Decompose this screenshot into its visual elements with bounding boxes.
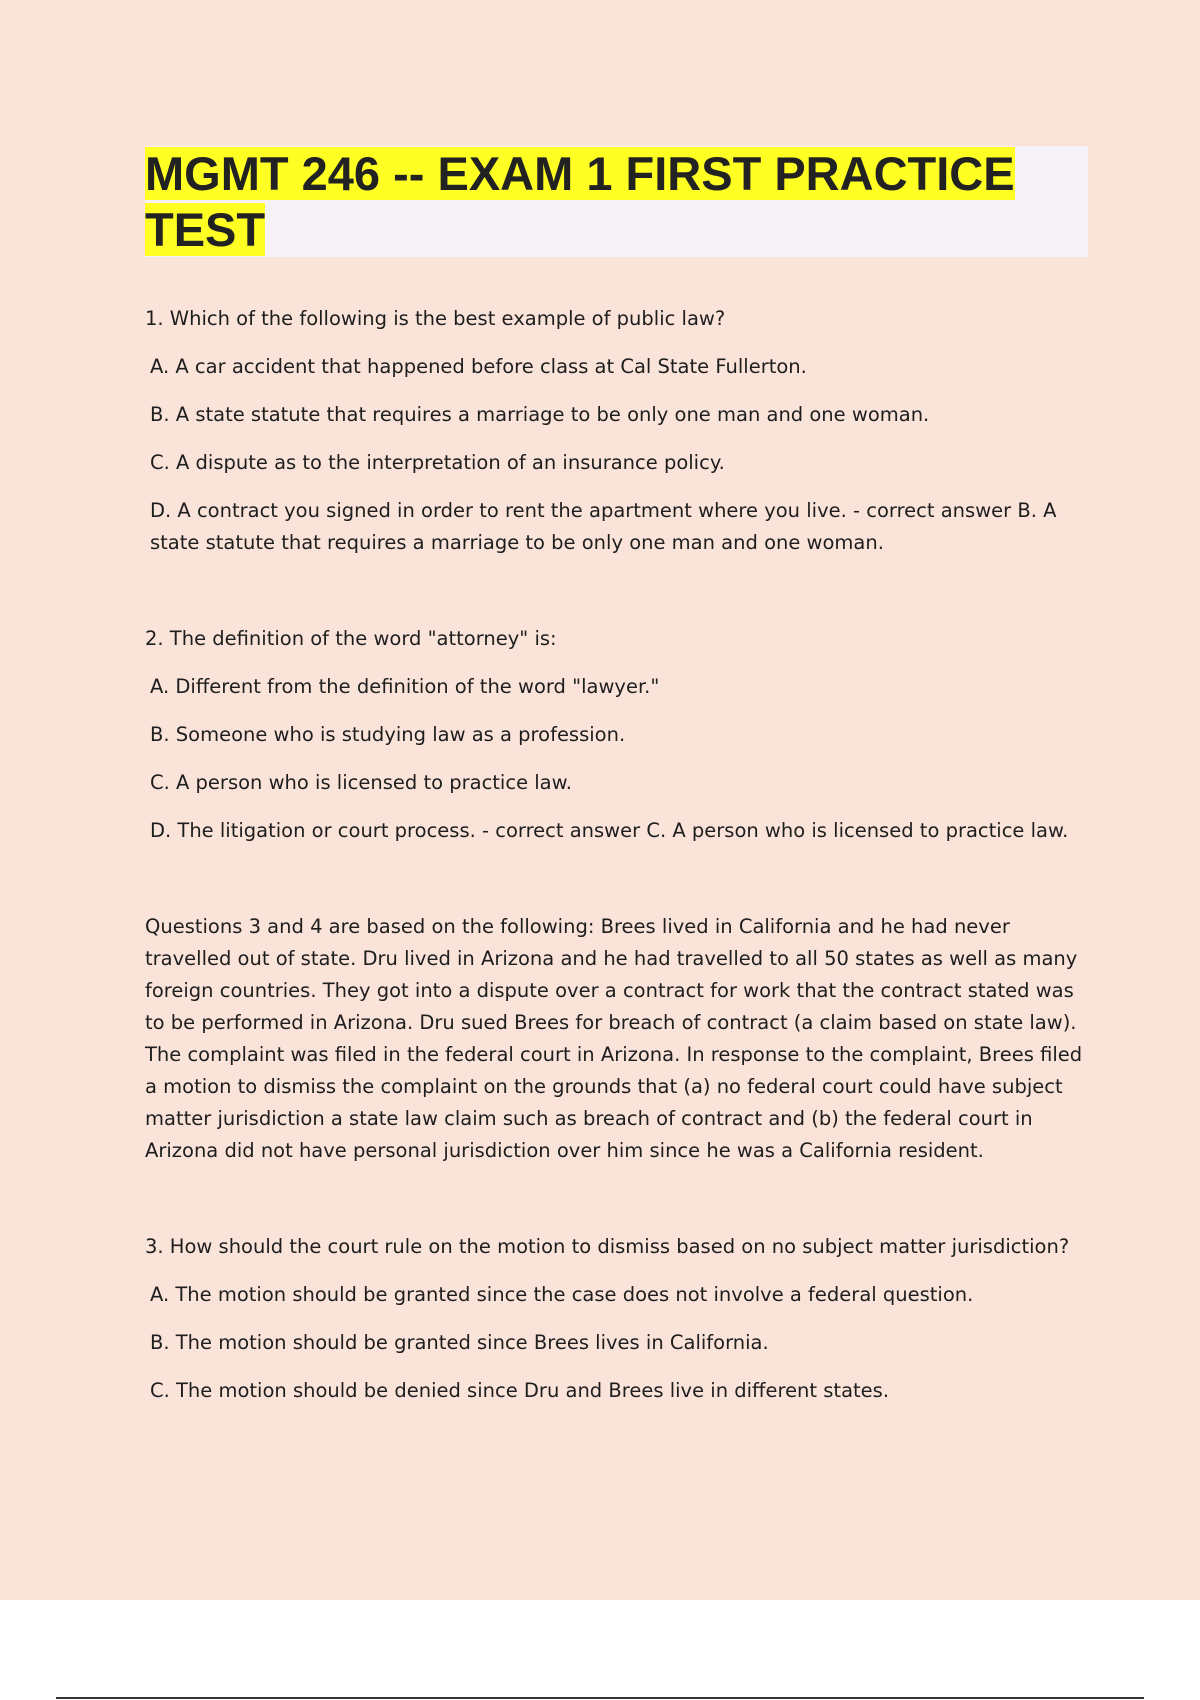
question-1-option-a: A. A car accident that happened before class at Cal State Fullerton.: [150, 355, 807, 378]
document-title: [145, 146, 1088, 258]
question-3-option-b: B. The motion should be granted since Brees lives in California.: [150, 1331, 769, 1354]
question-3-stem: 3. How should the court rule on the motion to dismiss based on no subject matter jurisdiction?: [145, 1235, 1070, 1258]
question-1-option-c: C. A dispute as to the interpretation of an insurance policy.: [150, 451, 725, 474]
question-2-option-d-answer: D. The litigation or court process. - correct answer C. A person who is licensed to practice law.: [150, 819, 1069, 842]
question-2-stem: 2. The definition of the word "attorney" is:: [145, 627, 557, 650]
question-2-option-b: B. Someone who is studying law as a profession.: [150, 723, 626, 746]
question-1: [145, 303, 1095, 559]
question-2-option-c: C. A person who is licensed to practice law.: [150, 771, 572, 794]
question-1-option-b: B. A state statute that requires a marriage to be only one man and one woman.: [150, 403, 930, 426]
question-2: [145, 623, 1095, 847]
scenario-paragraph: Questions 3 and 4 are based on the following: Brees lived in California and he had never travelled out of state. Dru lived in Arizona and he had travelled to all 50 states as well as many foreign countries. They got into a dispute over a contract for work that the contract stated was to be performed in Arizona. Dru sued Brees for breach of contract (a claim based on state law). The complaint was filed in the federal court in Arizona. In response to the complaint, Brees filed a motion to dismiss the complaint on the grounds that (a) no federal court could have subject matter jurisdiction a state law claim such as breach of contract and (b) the federal court in Arizona did not have personal jurisdiction over him since he was a California resident.: [145, 915, 1083, 1162]
question-2-option-a: A. Different from the definition of the word "lawyer.": [150, 675, 660, 698]
footer-divider: [56, 1697, 1144, 1699]
question-3: [145, 1231, 1095, 1407]
question-3-option-a: A. The motion should be granted since the case does not involve a federal question.: [150, 1283, 974, 1306]
question-1-stem: 1. Which of the following is the best example of public law?: [145, 307, 726, 330]
document-body: [145, 303, 1095, 1471]
question-1-option-d-answer: D. A contract you signed in order to rent the apartment where you live. - correct answer B. A state statute that requires a marriage to be only one man and one woman.: [150, 499, 1057, 554]
document-title-text: MGMT 246 -- EXAM 1 FIRST PRACTICE TEST: [145, 147, 1015, 256]
title-box: [145, 146, 1088, 257]
question-3-option-c: C. The motion should be denied since Dru and Brees live in different states.: [150, 1379, 890, 1402]
